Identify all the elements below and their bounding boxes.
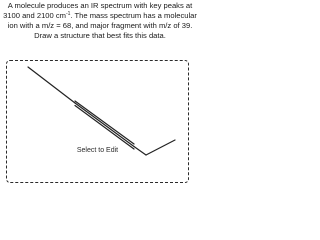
triple-bond-line-c — [75, 106, 134, 150]
question-line-2 — [0, 11, 200, 21]
question-line-2-a: 3100 and 2100 cm — [3, 11, 66, 20]
skeletal-structure — [7, 61, 190, 184]
select-to-edit-label[interactable]: Select to Edit — [76, 147, 119, 154]
single-bond-1 — [28, 67, 75, 103]
structure-drawing-area[interactable] — [6, 60, 189, 183]
question-line-3: ion with a m/z = 68, and major fragment with m/z of 39. — [7, 21, 193, 30]
question-line-4: Draw a structure that best fits this data. — [34, 31, 166, 40]
wavenumber-superscript: -1 — [65, 11, 71, 17]
question-line-2-b: . The mass spectrum has a molecular — [70, 11, 197, 20]
question-text — [0, 1, 200, 41]
triple-bond-line-b — [75, 103, 134, 147]
triple-bond-line-a — [75, 101, 134, 144]
question-line-1: A molecule produces an IR spectrum with key peaks at — [7, 1, 193, 10]
